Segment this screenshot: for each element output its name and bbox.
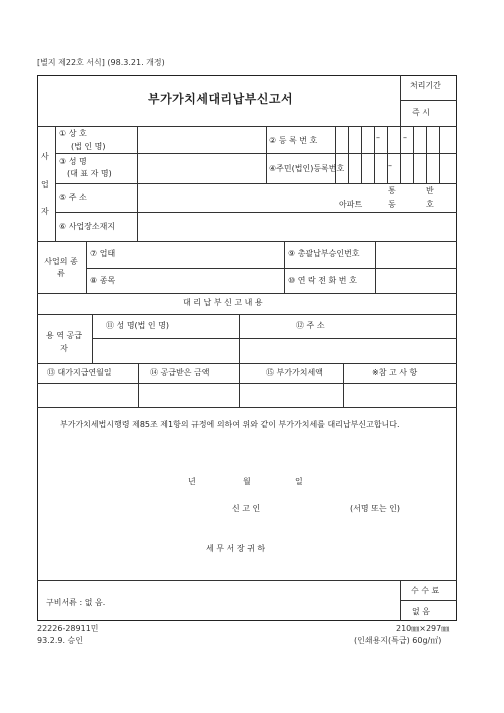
divider <box>439 126 440 183</box>
divider <box>374 126 375 183</box>
processing-period-value: 즉 시 <box>412 108 430 117</box>
divider <box>55 212 457 213</box>
address-ban: 반 <box>426 186 434 195</box>
representative-label: ③ 성 명 <box>59 157 87 166</box>
reporter-label: 신 고 인 <box>232 504 261 513</box>
reg-dash-1: – <box>376 133 380 142</box>
fee-label: 수 수 료 <box>411 586 440 595</box>
divider <box>37 580 457 581</box>
form-code: 22226-28911민 <box>37 624 99 633</box>
column-payment-date: ⑬ 대가지급연월일 <box>47 368 112 377</box>
divider <box>266 126 267 183</box>
column-vat-amount: ⑮ 부가가치세액 <box>266 368 323 377</box>
divider <box>55 183 457 184</box>
date-day: 일 <box>295 477 303 486</box>
business-type-section-label: 사업의 종 류 <box>44 257 78 278</box>
divider <box>92 314 93 363</box>
divider <box>138 363 139 407</box>
divider <box>137 126 138 241</box>
column-supplied-amount: ⑭ 공급받은 금액 <box>150 368 210 377</box>
id-dash: – <box>388 161 392 170</box>
divider <box>361 126 362 183</box>
date-year: 년 <box>188 477 196 486</box>
date-month: 월 <box>243 477 251 486</box>
divider <box>400 75 401 126</box>
signature-label: (서명 또는 인) <box>350 504 400 513</box>
divider <box>55 126 56 241</box>
divider <box>400 126 401 183</box>
divider <box>37 314 457 315</box>
fee-value: 없 음 <box>412 607 430 616</box>
name-sublabel: (법 인 명) <box>71 142 106 151</box>
divider <box>37 126 457 127</box>
addressee: 세 무 서 장 귀 하 <box>206 544 266 553</box>
divider <box>335 126 336 183</box>
divider <box>37 407 457 408</box>
divider <box>284 241 285 293</box>
reg-dash-2: – <box>403 133 407 142</box>
divider <box>55 153 457 154</box>
divider <box>37 383 457 384</box>
section-char-2: 업 <box>41 180 49 189</box>
supplier-address-label: ⑫ 주 소 <box>296 321 325 330</box>
divider <box>400 580 401 621</box>
approval-date: 93.2.9. 승인 <box>37 636 83 645</box>
divider <box>400 600 457 601</box>
report-section-title: 대 리 납 부 신 고 내 용 <box>183 298 263 307</box>
attachments: 구비서류 : 없 음. <box>46 598 106 607</box>
form-title: 부가가치세대리납부신고서 <box>148 92 294 106</box>
supplier-name-label: ⑪ 성 명(법 인 명) <box>106 321 170 330</box>
declaration-text: 부가가치세법시행령 제85조 제1항의 규정에 의하여 위와 같이 부가가치세를 대리납부신고합니다. <box>60 420 400 429</box>
registration-number-label: ② 등 록 번 호 <box>269 136 318 145</box>
divider <box>375 241 376 293</box>
divider <box>343 363 344 407</box>
phone-number-label: ⑩ 연 락 전 화 번 호 <box>288 276 357 285</box>
divider <box>239 363 240 407</box>
address-apt: 아파트 <box>339 200 363 209</box>
column-remarks: ※참 고 사 항 <box>372 368 418 377</box>
divider <box>37 293 457 294</box>
divider <box>348 126 349 183</box>
divider <box>426 126 427 183</box>
divider <box>400 100 457 101</box>
business-item-label: ⑧ 종목 <box>90 276 116 285</box>
divider <box>86 241 87 293</box>
processing-period-label: 처리기간 <box>410 81 441 90</box>
id-number-label: ④주민(법인)등록번호 <box>269 164 345 173</box>
supplier-section-label: 용 역 공급자 <box>46 331 82 353</box>
divider <box>37 241 457 242</box>
section-char-1: 사 <box>41 152 49 161</box>
divider <box>86 268 457 269</box>
form-number: [별지 제22호 서식] (98.3.21. 개정) <box>37 58 165 67</box>
workplace-label: ⑥ 사업장소재지 <box>59 222 116 231</box>
divider <box>92 338 457 339</box>
section-char-3: 자 <box>41 207 49 216</box>
paper-size: 210㎜×297㎜ <box>396 624 450 633</box>
divider <box>413 126 414 183</box>
address-label: ⑤ 주 소 <box>59 193 87 202</box>
approval-number-label: ⑨ 총괄납부승인번호 <box>288 249 360 258</box>
address-tong: 통 <box>388 186 396 195</box>
paper-spec: (인쇄용지(특급) 60g/㎡) <box>354 636 442 645</box>
address-ho: 호 <box>426 200 434 209</box>
representative-sublabel: (대 표 자 명) <box>67 169 112 178</box>
divider <box>387 126 388 183</box>
address-dong: 동 <box>388 200 396 209</box>
form-frame <box>37 75 457 621</box>
business-category-label: ⑦ 업태 <box>90 249 116 258</box>
divider <box>239 314 240 363</box>
divider <box>37 363 457 364</box>
name-label: ① 상 호 <box>59 129 87 138</box>
